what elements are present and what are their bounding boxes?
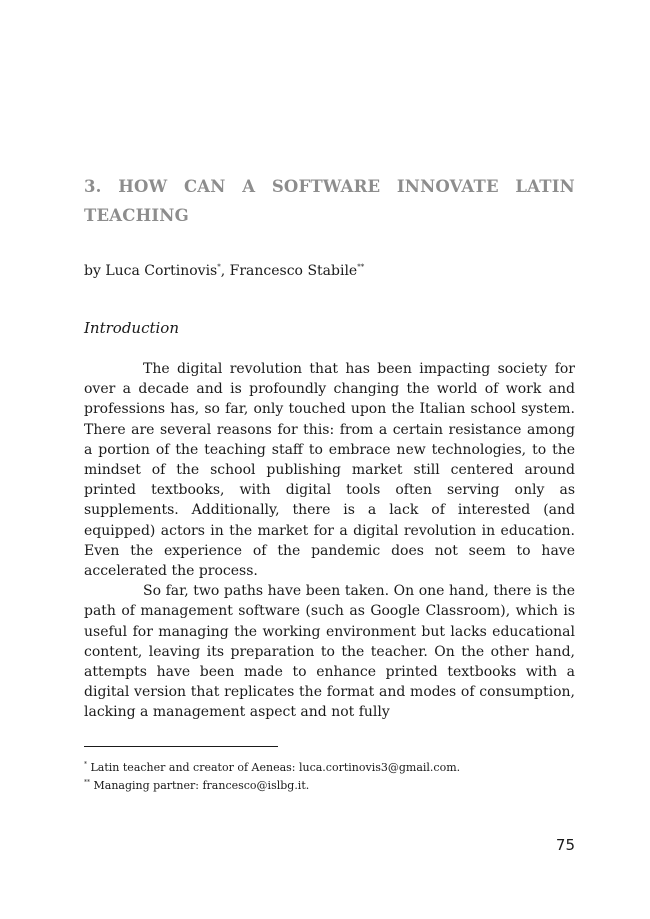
chapter-title-line-1 — [84, 172, 575, 201]
footnote-mark: * — [84, 761, 87, 768]
byline — [84, 257, 364, 281]
footnote-text: Latin teacher and creator of Aeneas: luca.cortinovis3@gmail.com. — [90, 761, 461, 774]
chapter-title-line-2: TEACHING — [84, 206, 189, 225]
paragraph: The digital revolution that has been impacting society for over a decade and is profoundly changing the world of work and professions has, so far, only touched upon the Italian school system. There are several reasons for this: from a certain resistance among a portion of the teaching staff to embrace new technologies, to the mindset of the school publishing market still centered around printed textbooks, with digital tools often serving only as supplements. Additionally, there is a lack of interested (and equipped) actors in the market for a digital revolution in education. Even the experience of the pandemic does not seem to have accelerated the process. — [84, 361, 575, 580]
author-name: Luca Cortinovis — [105, 263, 218, 279]
footnote-marker[interactable]: * — [217, 263, 221, 271]
footnotes — [84, 757, 575, 793]
title-word: INNOVATE — [396, 177, 499, 196]
byline-prefix: by — [84, 263, 106, 279]
footnote-mark: ** — [84, 779, 90, 786]
title-word: LATIN — [515, 177, 575, 196]
page — [84, 0, 575, 919]
footnote-text: Managing partner: francesco@islbg.it. — [93, 779, 310, 792]
paragraph: So far, two paths have been taken. On one hand, there is the path of management software (such as Google Classroom), which is useful for managing the working environment but lacks educational content, leaving its preparation to the teacher. On the other hand, attempts have been made to enhance printed textbooks with a digital version that replicates the format and modes of consumption, lacking a management aspect and not fully — [84, 583, 575, 721]
title-word: A — [242, 177, 256, 196]
chapter-title — [84, 172, 575, 230]
title-word: SOFTWARE — [271, 177, 381, 196]
footnote — [84, 757, 575, 775]
byline-separator: , — [220, 263, 230, 279]
section-heading: Introduction — [84, 319, 179, 337]
footnote — [84, 775, 575, 793]
body-text — [84, 359, 575, 723]
title-word: 3. — [84, 177, 102, 196]
footnote-marker[interactable]: ** — [357, 263, 365, 271]
title-word: CAN — [183, 177, 226, 196]
footnote-separator — [84, 746, 278, 747]
title-word: HOW — [118, 177, 168, 196]
author-name: Francesco Stabile — [229, 263, 358, 279]
page-number: 75 — [555, 836, 575, 854]
